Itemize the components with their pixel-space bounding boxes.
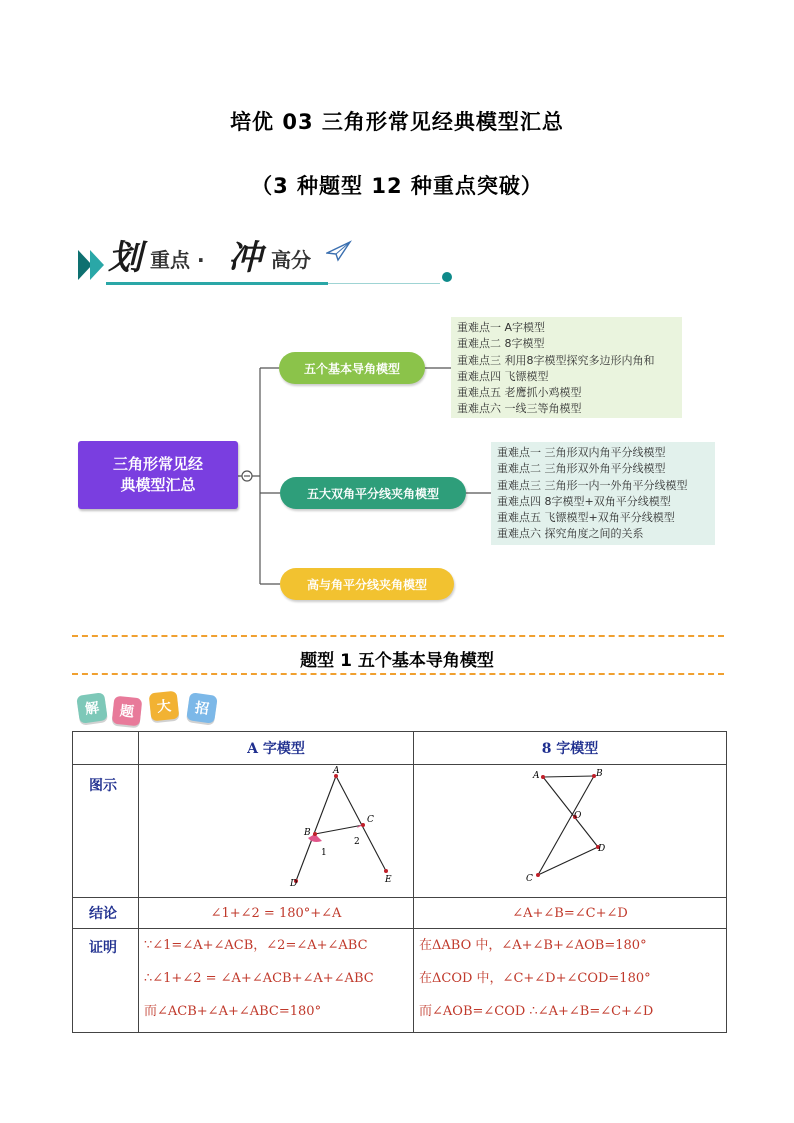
banner-char-2: 冲 — [228, 238, 262, 278]
proof-line: 在ΔABO 中，∠A+∠B+∠AOB=180° — [419, 938, 647, 953]
section-divider-bottom — [72, 673, 724, 675]
table-row-conclusion — [73, 898, 727, 929]
mindmap-leaf: 重难点二 8字模型 — [457, 337, 545, 351]
mindmap-leaf: 重难点四 飞镖模型 — [457, 369, 549, 383]
mindmap-leaf: 重难点五 老鹰抓小鸡模型 — [457, 386, 582, 400]
figure-8-model — [414, 765, 726, 893]
proof-line: 而∠ACB+∠A+∠ABC=180° — [144, 1004, 322, 1019]
section-divider-top — [72, 635, 724, 637]
mindmap-leaf: 重难点三 三角形一内一外角平分线模型 — [497, 478, 688, 492]
label-A: A — [333, 766, 340, 776]
label-E: E — [385, 875, 392, 885]
proof-line: ∵∠1=∠A+∠ACB，∠2=∠A+∠ABC — [144, 938, 368, 953]
row-label-figure: 图示 — [73, 765, 139, 898]
mindmap-branch-2: 五大双角平分线夹角模型 — [280, 477, 466, 509]
mindmap-leaf-group-1 — [451, 317, 682, 418]
label-C: C — [526, 874, 533, 884]
badge-2: 题 — [112, 696, 143, 727]
row-label-proof: 证明 — [73, 929, 139, 1033]
label-B: B — [304, 828, 311, 838]
mindmap-leaf: 重难点六 一线三等角模型 — [457, 402, 582, 416]
label-D: D — [290, 879, 298, 889]
figure-a-model — [139, 765, 413, 893]
mindmap-leaf: 重难点四 8字模型+双角平分线模型 — [497, 494, 671, 508]
proof-line: ∴∠1+∠2 = ∠A+∠ACB+∠A+∠ABC — [144, 971, 374, 986]
label-A: A — [533, 771, 540, 781]
conclusion-a-model: ∠1+∠2 = 180°+∠A — [139, 898, 414, 929]
models-table — [72, 731, 727, 1033]
mindmap-leaf: 重难点一 A字模型 — [457, 321, 546, 334]
mindmap-leaf: 重难点一 三角形双内角平分线模型 — [497, 446, 666, 459]
mindmap-leaf-group-2 — [491, 442, 715, 545]
proof-a-model — [139, 929, 414, 1033]
table-row-proof — [73, 929, 727, 1033]
mindmap-branch-3: 高与角平分线夹角模型 — [280, 568, 454, 600]
label-angle-2: 2 — [354, 837, 360, 847]
banner-text-1: 重点 · — [150, 248, 205, 272]
banner-text-2: 高分 — [271, 248, 311, 272]
proof-line: 在ΔCOD 中，∠C+∠D+∠COD=180° — [419, 971, 651, 986]
table-header-row — [73, 732, 727, 765]
label-angle-1: 1 — [321, 848, 327, 858]
mindmap-leaf: 重难点二 三角形双外角平分线模型 — [497, 462, 666, 476]
label-C: C — [367, 815, 374, 825]
figure-8-model-cell — [414, 765, 727, 898]
mindmap-branch-1: 五个基本导角模型 — [279, 352, 425, 384]
conclusion-8-model: ∠A+∠B=∠C+∠D — [414, 898, 727, 929]
label-O: O — [574, 811, 582, 821]
proof-8-model — [414, 929, 727, 1033]
mindmap-leaf: 重难点六 探究角度之间的关系 — [497, 527, 644, 541]
label-B: B — [596, 769, 603, 779]
table-row-figure — [73, 765, 727, 898]
badge-1: 解 — [76, 692, 108, 724]
header-a-model: A 字模型 — [139, 732, 414, 765]
mindmap-leaf: 重难点三 利用8字模型探究多边形内角和 — [457, 353, 655, 367]
page-title: 培优 03 三角形常见经典模型汇总 — [230, 110, 564, 134]
row-label-conclusion: 结论 — [73, 898, 139, 929]
page-subtitle: （3 种题型 12 种重点突破） — [251, 174, 543, 198]
banner-char-1: 划 — [108, 238, 142, 278]
badge-3: 大 — [149, 691, 180, 722]
header-8-model: 8 字模型 — [414, 732, 727, 765]
table-corner-cell — [73, 732, 139, 765]
label-D: D — [598, 844, 606, 854]
mindmap-root: 三角形常见经 典模型汇总 — [78, 441, 238, 509]
mindmap-leaf: 重难点五 飞镖模型+双角平分线模型 — [497, 511, 675, 525]
proof-line: 而∠AOB=∠COD ∴∠A+∠B=∠C+∠D — [419, 1004, 654, 1019]
badge-4: 招 — [186, 692, 218, 724]
figure-a-model-cell — [139, 765, 414, 898]
section-title: 题型 1 五个基本导角模型 — [300, 651, 494, 671]
